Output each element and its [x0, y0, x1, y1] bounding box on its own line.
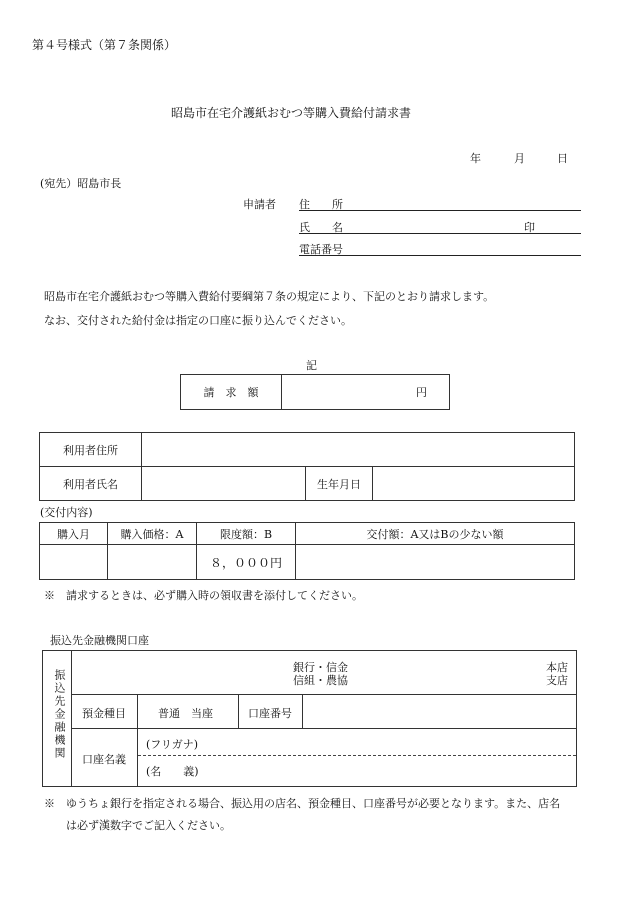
- deposit-type-label-cell: [72, 695, 138, 728]
- birth-field[interactable]: [373, 467, 575, 501]
- meigi-field[interactable]: [138, 756, 576, 786]
- user-address-field[interactable]: [142, 433, 575, 467]
- applicant-label: 申請者: [243, 198, 276, 211]
- account-no-label-cell: [239, 695, 303, 728]
- branch-2: 支店: [546, 674, 568, 687]
- claim-unit: 円: [416, 386, 427, 399]
- bank-types-2: 信組・農協: [293, 674, 348, 687]
- deposit-type-value: 普通 当座: [158, 707, 213, 720]
- furigana-label: (フリガナ): [146, 738, 199, 751]
- address-line[interactable]: [299, 210, 581, 211]
- name-line[interactable]: [299, 233, 581, 234]
- holder-label-cell: [72, 729, 138, 786]
- form-number: 第４号様式（第７条関係）: [32, 38, 177, 52]
- bank-name-field[interactable]: [72, 651, 576, 695]
- note-yucho-1: ※ ゆうちょ銀行を指定される場合、振込用の店名、預金種目、口座番号が必要となります。また、店名: [44, 797, 561, 810]
- phone-label: 電話番号: [299, 243, 343, 256]
- grant-amount-field[interactable]: [296, 545, 575, 580]
- ki-mark: 記: [306, 359, 317, 372]
- holder-label: 口座名義: [82, 753, 126, 766]
- note-yucho-2: は必ず漢数字でご記入ください。: [66, 819, 231, 832]
- grant-section-label: (交付内容): [40, 506, 93, 519]
- bank-side-cell: [43, 651, 72, 786]
- holder-row: [72, 729, 576, 786]
- date-day: 日: [557, 152, 568, 165]
- date-month: 月: [514, 152, 525, 165]
- page-title: 昭島市在宅介護紙おむつ等購入費給付請求書: [171, 106, 412, 120]
- purchase-price-header: 購入価格：A: [108, 523, 197, 545]
- note-receipt: ※ 請求するときは、必ず購入時の領収書を添付してください。: [44, 589, 363, 602]
- grant-table: [39, 522, 575, 580]
- purchase-month-field[interactable]: [40, 545, 108, 580]
- deposit-type-label: 預金種目: [82, 707, 126, 720]
- bank-side-label: 振込先金融機関: [53, 669, 66, 760]
- name-label: 氏 名: [299, 221, 343, 234]
- grant-amount-header: 交付額：A又はBの少ない額: [296, 523, 575, 545]
- purchase-price-field[interactable]: [108, 545, 197, 580]
- deposit-type-cell[interactable]: [138, 695, 239, 728]
- claim-amount[interactable]: [282, 375, 450, 410]
- claim-table: [180, 374, 450, 410]
- account-no-label: 口座番号: [248, 707, 292, 720]
- claim-label: 請 求 額: [181, 375, 282, 410]
- user-address-label: 利用者住所: [40, 433, 142, 467]
- bank-box: [42, 650, 577, 787]
- body-text-1: 昭島市在宅介護紙おむつ等購入費給付要綱第７条の規定により、下記のとおり請求します。: [44, 290, 495, 303]
- body-text-2: なお、交付された給付金は指定の口座に振り込んでください。: [44, 314, 352, 327]
- limit-header: 限度額：B: [197, 523, 296, 545]
- furigana-field[interactable]: [138, 729, 576, 756]
- deposit-row: [72, 695, 576, 729]
- user-table: [39, 432, 575, 501]
- date-year: 年: [470, 152, 481, 165]
- limit-value: ８，０００円: [197, 545, 296, 580]
- address-label: 住 所: [299, 198, 343, 211]
- bank-section-label: 振込先金融機関口座: [50, 634, 149, 647]
- meigi-label: (名 義): [146, 765, 199, 778]
- purchase-month-header: 購入月: [40, 523, 108, 545]
- branch-1: 本店: [546, 661, 568, 674]
- account-no-field[interactable]: [303, 695, 576, 728]
- bank-types-1: 銀行・信金: [293, 661, 348, 674]
- seal-mark: 印: [524, 221, 535, 234]
- birth-label: 生年月日: [306, 467, 373, 501]
- user-name-label: 利用者氏名: [40, 467, 142, 501]
- phone-line[interactable]: [299, 255, 581, 256]
- user-name-field[interactable]: [142, 467, 306, 501]
- addressee: (宛先）昭島市長: [40, 177, 122, 190]
